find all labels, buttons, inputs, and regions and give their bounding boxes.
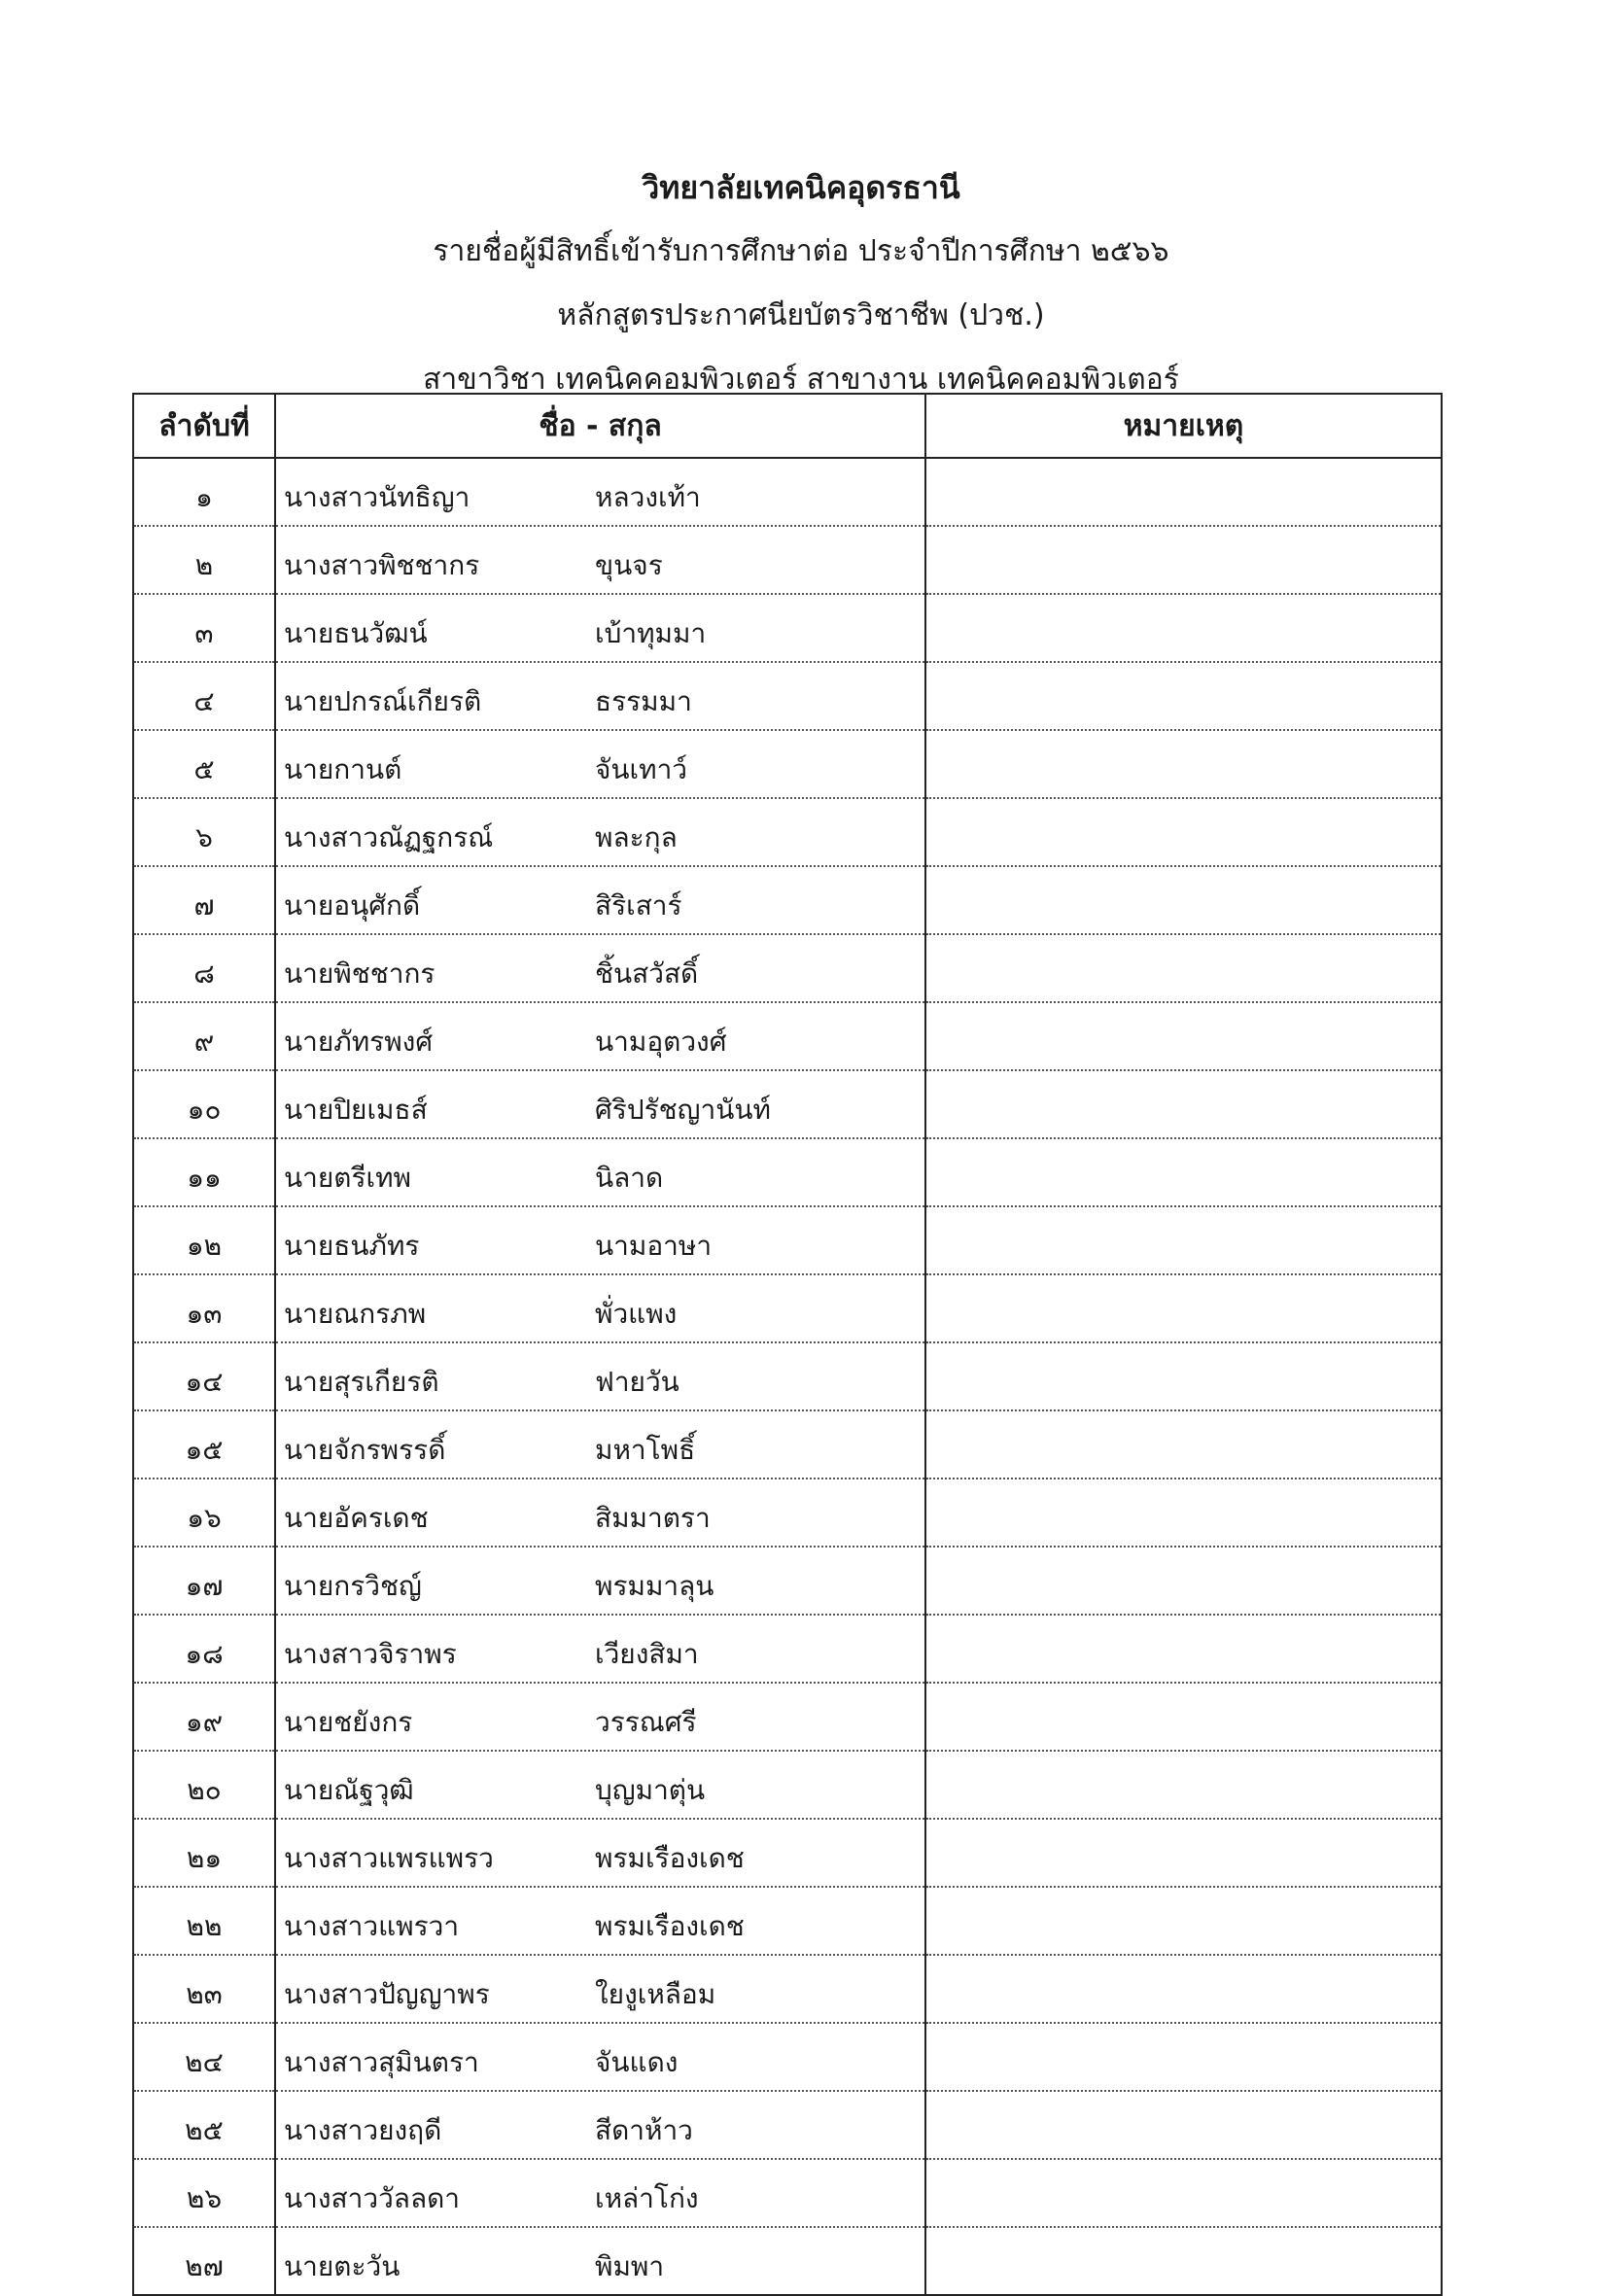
table-row (133, 2023, 1442, 2091)
first-name: นางสาวปัญญาพร (284, 1978, 490, 2010)
table-row (133, 2091, 1442, 2159)
last-name: สิริเสาร์ (595, 889, 682, 922)
row-full-name (275, 2091, 925, 2159)
last-name: ใยงูเหลือม (595, 1978, 716, 2010)
table-row (133, 1478, 1442, 1547)
table-row (133, 594, 1442, 662)
table-row (133, 866, 1442, 934)
row-note (925, 594, 1442, 662)
first-name: นางสาวนัทธิญา (284, 481, 470, 513)
row-full-name (275, 1206, 925, 1274)
first-name: นายธนวัฒน์ (284, 617, 428, 649)
last-name: เวียงสิมา (595, 1638, 699, 1670)
row-full-name (275, 1955, 925, 2023)
row-full-name (275, 1002, 925, 1070)
row-full-name (275, 1138, 925, 1206)
document-subtitle: รายชื่อผู้มีสิทธิ์เข้ารับการศึกษาต่อ ประจำปีการศึกษา ๒๕๖๖ (433, 234, 1169, 268)
first-name: นายธนภัทร (284, 1230, 420, 1262)
table-row (133, 1274, 1442, 1342)
first-name: นายอัครเดช (284, 1502, 429, 1534)
last-name: พรมเรืองเดช (595, 1910, 745, 1942)
first-name: นางสาวจิราพร (284, 1638, 457, 1670)
row-full-name (275, 594, 925, 662)
row-note (925, 1002, 1442, 1070)
table-row (133, 458, 1442, 526)
row-note (925, 1206, 1442, 1274)
row-note (925, 458, 1442, 526)
row-full-name (275, 1274, 925, 1342)
row-number: ๒๖ (133, 2159, 275, 2227)
table-header-row (133, 394, 1442, 458)
last-name: สิมมาตรา (595, 1502, 711, 1534)
row-full-name (275, 2159, 925, 2227)
table-row (133, 1342, 1442, 1410)
row-note (925, 1410, 1442, 1478)
last-name: ฟายวัน (595, 1366, 679, 1398)
table-row (133, 1751, 1442, 1819)
row-full-name (275, 1819, 925, 1887)
last-name: ขุนจร (595, 549, 663, 581)
row-full-name (275, 1547, 925, 1615)
student-list-table-wrapper (132, 393, 1441, 2296)
row-number: ๓ (133, 594, 275, 662)
first-name: นายตรีเทพ (284, 1162, 411, 1194)
row-number: ๙ (133, 1002, 275, 1070)
table-row (133, 730, 1442, 798)
first-name: นายณกรภพ (284, 1298, 427, 1330)
row-full-name (275, 1410, 925, 1478)
row-full-name (275, 662, 925, 730)
row-note (925, 866, 1442, 934)
field-name: สาขาวิชา เทคนิคคอมพิวเตอร์ สาขางาน เทคนิคคอมพิวเตอร์ (423, 363, 1179, 397)
row-number: ๑๔ (133, 1342, 275, 1410)
table-row (133, 1547, 1442, 1615)
first-name: นายชยังกร (284, 1706, 413, 1738)
program-name: หลักสูตรประกาศนียบัตรวิชาชีพ (ปวช.) (557, 298, 1045, 332)
first-name: นายณัฐวุฒิ (284, 1774, 414, 1806)
last-name: พรมมาลุน (595, 1570, 714, 1602)
first-name: นางสาวณัฏฐกรณ์ (284, 821, 494, 853)
row-full-name (275, 458, 925, 526)
last-name: มหาโพธิ์ (595, 1434, 696, 1466)
table-row (133, 1206, 1442, 1274)
row-full-name (275, 730, 925, 798)
last-name: ธรรมมา (595, 685, 692, 717)
last-name: พั่วแพง (595, 1298, 678, 1330)
student-list-table (132, 393, 1443, 2296)
row-note (925, 1819, 1442, 1887)
row-note (925, 2159, 1442, 2227)
row-note (925, 1751, 1442, 1819)
row-note (925, 2227, 1442, 2295)
first-name: นายปิยเมธส์ (284, 1094, 428, 1126)
table-row (133, 1955, 1442, 2023)
row-note (925, 798, 1442, 866)
row-number: ๒๗ (133, 2227, 275, 2295)
table-row (133, 1138, 1442, 1206)
last-name: พละกุล (595, 821, 678, 853)
last-name: นามอุตวงศ์ (595, 1026, 727, 1058)
row-full-name (275, 934, 925, 1002)
last-name: หลวงเท้า (595, 481, 701, 513)
table-row (133, 1615, 1442, 1683)
row-number: ๑๐ (133, 1070, 275, 1138)
row-full-name (275, 1751, 925, 1819)
column-header-number: ลำดับที่ (133, 394, 275, 458)
first-name: นางสาววัลลดา (284, 2182, 461, 2214)
row-note (925, 1547, 1442, 1615)
last-name: ศิริปรัชญานันท์ (595, 1094, 771, 1126)
last-name: นิลาด (595, 1162, 664, 1194)
table-row (133, 1070, 1442, 1138)
column-header-note: หมายเหตุ (925, 394, 1442, 458)
row-number: ๒๓ (133, 1955, 275, 2023)
first-name: นายภัทรพงศ์ (284, 1026, 434, 1058)
table-row (133, 798, 1442, 866)
row-number: ๑๕ (133, 1410, 275, 1478)
row-number: ๑๘ (133, 1615, 275, 1683)
row-full-name (275, 1070, 925, 1138)
last-name: จันแดง (595, 2046, 679, 2078)
row-full-name (275, 526, 925, 594)
last-name: จันเทาว์ (595, 753, 688, 785)
row-note (925, 1615, 1442, 1683)
row-number: ๖ (133, 798, 275, 866)
first-name: นายสุรเกียรติ (284, 1366, 439, 1398)
row-full-name (275, 2227, 925, 2295)
row-note (925, 1274, 1442, 1342)
first-name: นางสาวยงฤดี (284, 2114, 442, 2146)
first-name: นางสาวแพรวา (284, 1910, 460, 1942)
row-number: ๑ (133, 458, 275, 526)
row-full-name (275, 1887, 925, 1955)
last-name: พรมเรืองเดช (595, 1842, 745, 1874)
row-number: ๕ (133, 730, 275, 798)
row-number: ๑๓ (133, 1274, 275, 1342)
last-name: เหล่าโก่ง (595, 2182, 699, 2214)
row-note (925, 662, 1442, 730)
table-row (133, 1683, 1442, 1751)
last-name: วรรณศรี (595, 1706, 697, 1738)
row-full-name (275, 1683, 925, 1751)
row-number: ๑๒ (133, 1206, 275, 1274)
table-row (133, 2159, 1442, 2227)
row-note (925, 2023, 1442, 2091)
first-name: นายตะวัน (284, 2250, 400, 2282)
table-row (133, 1819, 1442, 1887)
table-row (133, 2227, 1442, 2295)
row-note (925, 1887, 1442, 1955)
row-note (925, 1342, 1442, 1410)
last-name: นามอาษา (595, 1230, 713, 1262)
last-name: บุญมาตุ่น (595, 1774, 706, 1806)
table-row (133, 1002, 1442, 1070)
row-full-name (275, 866, 925, 934)
row-note (925, 1478, 1442, 1547)
row-note (925, 1683, 1442, 1751)
row-number: ๑๙ (133, 1683, 275, 1751)
column-header-name: ชื่อ - สกุล (275, 394, 925, 458)
document-header (0, 156, 1602, 412)
first-name: นายปกรณ์เกียรติ (284, 685, 482, 717)
row-full-name (275, 1478, 925, 1547)
row-number: ๗ (133, 866, 275, 934)
first-name: นายอนุศักดิ์ (284, 889, 421, 922)
row-full-name (275, 1615, 925, 1683)
row-full-name (275, 1342, 925, 1410)
first-name: นางสาวแพรแพรว (284, 1842, 494, 1874)
row-number: ๘ (133, 934, 275, 1002)
table-row (133, 662, 1442, 730)
row-number: ๑๖ (133, 1478, 275, 1547)
row-full-name (275, 798, 925, 866)
row-number: ๑๑ (133, 1138, 275, 1206)
row-note (925, 1138, 1442, 1206)
last-name: พิมพา (595, 2250, 665, 2282)
table-row (133, 934, 1442, 1002)
row-number: ๒๔ (133, 2023, 275, 2091)
table-body (133, 458, 1442, 2295)
first-name: นายจักรพรรดิ์ (284, 1434, 446, 1466)
row-number: ๑๗ (133, 1547, 275, 1615)
last-name: ชิ้นสวัสดิ์ (595, 957, 699, 990)
first-name: นายกานต์ (284, 753, 402, 785)
row-note (925, 1955, 1442, 2023)
table-row (133, 1410, 1442, 1478)
row-note (925, 730, 1442, 798)
row-number: ๒๕ (133, 2091, 275, 2159)
row-number: ๔ (133, 662, 275, 730)
row-number: ๒๑ (133, 1819, 275, 1887)
row-note (925, 1070, 1442, 1138)
row-full-name (275, 2023, 925, 2091)
first-name: นายพิชชากร (284, 957, 435, 990)
row-number: ๒๐ (133, 1751, 275, 1819)
row-number: ๒ (133, 526, 275, 594)
row-note (925, 934, 1442, 1002)
first-name: นายกรวิชญ์ (284, 1570, 422, 1602)
table-row (133, 526, 1442, 594)
first-name: นางสาวสุมินตรา (284, 2046, 479, 2078)
college-name: วิทยาลัยเทคนิคอุดรธานี (642, 169, 960, 206)
last-name: เบ้าทุมมา (595, 617, 707, 649)
table-row (133, 1887, 1442, 1955)
row-note (925, 526, 1442, 594)
first-name: นางสาวพิชชากร (284, 549, 480, 581)
last-name: สีดาห้าว (595, 2114, 693, 2146)
row-number: ๒๒ (133, 1887, 275, 1955)
row-note (925, 2091, 1442, 2159)
